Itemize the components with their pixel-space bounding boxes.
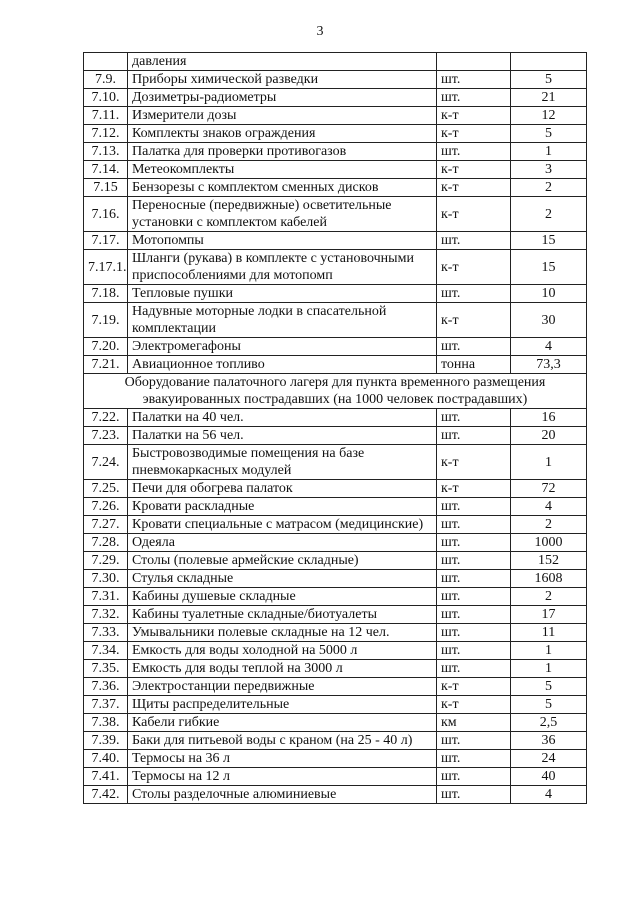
item-name: Электростанции передвижные — [128, 678, 437, 696]
item-unit: шт. — [437, 143, 511, 161]
table-body — [84, 53, 587, 804]
item-unit: к-т — [437, 678, 511, 696]
item-name: Палатки на 40 чел. — [128, 409, 437, 427]
item-quantity: 12 — [511, 107, 587, 125]
table-row — [84, 445, 587, 480]
item-quantity: 73,3 — [511, 356, 587, 374]
item-unit: шт. — [437, 750, 511, 768]
item-name: Столы разделочные алюминиевые — [128, 786, 437, 804]
item-number: 7.31. — [84, 588, 128, 606]
item-unit: шт. — [437, 285, 511, 303]
item-number: 7.33. — [84, 624, 128, 642]
item-unit: км — [437, 714, 511, 732]
item-unit: к-т — [437, 696, 511, 714]
table-row — [84, 161, 587, 179]
item-name: Кабели гибкие — [128, 714, 437, 732]
item-number: 7.21. — [84, 356, 128, 374]
item-name: Измерители дозы — [128, 107, 437, 125]
item-quantity: 2 — [511, 179, 587, 197]
section-title: Оборудование палаточного лагеря для пункта временного размещения эвакуированных пострадавших (на 1000 человек пострадавших) — [84, 374, 587, 409]
item-number: 7.12. — [84, 125, 128, 143]
item-unit: шт. — [437, 660, 511, 678]
item-number: 7.34. — [84, 642, 128, 660]
item-number: 7.29. — [84, 552, 128, 570]
item-name: Электромегафоны — [128, 338, 437, 356]
table-row — [84, 53, 587, 71]
item-name: Приборы химической разведки — [128, 71, 437, 89]
table-row — [84, 498, 587, 516]
item-unit: к-т — [437, 445, 511, 480]
table-row — [84, 660, 587, 678]
table-row — [84, 232, 587, 250]
item-quantity: 5 — [511, 696, 587, 714]
item-name: Быстровозводимые помещения на базе пневмокаркасных модулей — [128, 445, 437, 480]
item-number: 7.42. — [84, 786, 128, 804]
item-name: Печи для обогрева палаток — [128, 480, 437, 498]
item-number: 7.24. — [84, 445, 128, 480]
item-unit: шт. — [437, 498, 511, 516]
table-row — [84, 427, 587, 445]
item-number: 7.18. — [84, 285, 128, 303]
item-unit: к-т — [437, 250, 511, 285]
item-number: 7.26. — [84, 498, 128, 516]
item-name: Шланги (рукава) в комплекте с установочными приспособлениями для мотопомп — [128, 250, 437, 285]
item-name: Комплекты знаков ограждения — [128, 125, 437, 143]
item-name: Авиационное топливо — [128, 356, 437, 374]
item-quantity: 15 — [511, 232, 587, 250]
item-unit: шт. — [437, 232, 511, 250]
item-number: 7.35. — [84, 660, 128, 678]
item-unit: шт. — [437, 89, 511, 107]
item-number: 7.27. — [84, 516, 128, 534]
item-unit: к-т — [437, 197, 511, 232]
item-quantity: 17 — [511, 606, 587, 624]
item-name: Стулья складные — [128, 570, 437, 588]
page-number: 3 — [316, 24, 324, 39]
table-row — [84, 624, 587, 642]
item-number: 7.15 — [84, 179, 128, 197]
item-quantity: 4 — [511, 338, 587, 356]
item-unit: шт. — [437, 427, 511, 445]
item-name: Надувные моторные лодки в спасательной комплектации — [128, 303, 437, 338]
table-row — [84, 143, 587, 161]
item-unit: к-т — [437, 161, 511, 179]
item-number: 7.39. — [84, 732, 128, 750]
table-row — [84, 786, 587, 804]
item-unit: к-т — [437, 179, 511, 197]
item-quantity: 5 — [511, 678, 587, 696]
item-number: 7.30. — [84, 570, 128, 588]
item-unit: шт. — [437, 516, 511, 534]
item-unit: шт. — [437, 71, 511, 89]
item-quantity: 1000 — [511, 534, 587, 552]
item-quantity: 4 — [511, 498, 587, 516]
item-name: Дозиметры-радиометры — [128, 89, 437, 107]
item-quantity: 2 — [511, 516, 587, 534]
item-quantity: 1 — [511, 660, 587, 678]
item-quantity: 40 — [511, 768, 587, 786]
item-quantity: 5 — [511, 71, 587, 89]
equipment-table — [83, 52, 587, 804]
item-quantity: 1 — [511, 445, 587, 480]
item-unit: шт. — [437, 768, 511, 786]
item-name: Термосы на 12 л — [128, 768, 437, 786]
table-row — [84, 768, 587, 786]
item-number: 7.38. — [84, 714, 128, 732]
item-name: Кровати специальные с матрасом (медицинские) — [128, 516, 437, 534]
item-quantity: 10 — [511, 285, 587, 303]
table-row — [84, 480, 587, 498]
item-quantity: 15 — [511, 250, 587, 285]
item-unit: шт. — [437, 588, 511, 606]
table-row — [84, 338, 587, 356]
item-unit: шт. — [437, 338, 511, 356]
table-row — [84, 696, 587, 714]
table-row — [84, 179, 587, 197]
item-quantity: 20 — [511, 427, 587, 445]
item-number: 7.40. — [84, 750, 128, 768]
item-name: Мотопомпы — [128, 232, 437, 250]
item-unit: шт. — [437, 642, 511, 660]
item-unit: шт. — [437, 786, 511, 804]
table-row — [84, 250, 587, 285]
item-name: Баки для питьевой воды с краном (на 25 - 40 л) — [128, 732, 437, 750]
item-name: Палатка для проверки противогазов — [128, 143, 437, 161]
table-row — [84, 303, 587, 338]
item-name: Кабины туалетные складные/биотуалеты — [128, 606, 437, 624]
section-header-row — [84, 374, 587, 409]
item-name: Переносные (передвижные) осветительные установки с комплектом кабелей — [128, 197, 437, 232]
item-unit: шт. — [437, 570, 511, 588]
item-quantity: 72 — [511, 480, 587, 498]
item-quantity: 1 — [511, 642, 587, 660]
table-row — [84, 356, 587, 374]
item-unit: шт. — [437, 534, 511, 552]
item-number — [84, 53, 128, 71]
item-number: 7.17. — [84, 232, 128, 250]
item-unit: шт. — [437, 409, 511, 427]
item-name: Кровати раскладные — [128, 498, 437, 516]
item-quantity: 5 — [511, 125, 587, 143]
table-row — [84, 642, 587, 660]
item-number: 7.32. — [84, 606, 128, 624]
item-quantity: 152 — [511, 552, 587, 570]
item-name: Палатки на 56 чел. — [128, 427, 437, 445]
item-number: 7.11. — [84, 107, 128, 125]
table-row — [84, 125, 587, 143]
item-quantity: 2,5 — [511, 714, 587, 732]
item-number: 7.28. — [84, 534, 128, 552]
item-name: Кабины душевые складные — [128, 588, 437, 606]
item-name: Одеяла — [128, 534, 437, 552]
table-row — [84, 409, 587, 427]
item-number: 7.37. — [84, 696, 128, 714]
table-row — [84, 678, 587, 696]
item-number: 7.41. — [84, 768, 128, 786]
table-row — [84, 606, 587, 624]
table-row — [84, 552, 587, 570]
item-number: 7.14. — [84, 161, 128, 179]
table-row — [84, 285, 587, 303]
table-row — [84, 71, 587, 89]
item-quantity: 30 — [511, 303, 587, 338]
item-quantity: 16 — [511, 409, 587, 427]
item-quantity: 3 — [511, 161, 587, 179]
item-number: 7.20. — [84, 338, 128, 356]
item-number: 7.19. — [84, 303, 128, 338]
item-quantity: 1608 — [511, 570, 587, 588]
item-unit: к-т — [437, 303, 511, 338]
table-row — [84, 714, 587, 732]
table-row — [84, 516, 587, 534]
item-quantity: 2 — [511, 588, 587, 606]
table-row — [84, 570, 587, 588]
item-number: 7.36. — [84, 678, 128, 696]
item-name: Метеокомплекты — [128, 161, 437, 179]
table-row — [84, 750, 587, 768]
item-quantity: 11 — [511, 624, 587, 642]
item-quantity: 24 — [511, 750, 587, 768]
item-quantity: 1 — [511, 143, 587, 161]
item-name: давления — [128, 53, 437, 71]
item-name: Термосы на 36 л — [128, 750, 437, 768]
item-unit: шт. — [437, 606, 511, 624]
item-unit: шт. — [437, 732, 511, 750]
item-unit: шт. — [437, 552, 511, 570]
item-unit — [437, 53, 511, 71]
table-row — [84, 197, 587, 232]
item-quantity: 36 — [511, 732, 587, 750]
item-number: 7.23. — [84, 427, 128, 445]
item-name: Тепловые пушки — [128, 285, 437, 303]
item-unit: к-т — [437, 480, 511, 498]
item-name: Умывальники полевые складные на 12 чел. — [128, 624, 437, 642]
item-quantity: 4 — [511, 786, 587, 804]
item-name: Емкость для воды теплой на 3000 л — [128, 660, 437, 678]
item-unit: шт. — [437, 624, 511, 642]
item-name: Емкость для воды холодной на 5000 л — [128, 642, 437, 660]
item-quantity: 21 — [511, 89, 587, 107]
item-number: 7.9. — [84, 71, 128, 89]
item-name: Щиты распределительные — [128, 696, 437, 714]
table-row — [84, 534, 587, 552]
item-quantity: 2 — [511, 197, 587, 232]
item-unit: к-т — [437, 107, 511, 125]
table-row — [84, 732, 587, 750]
item-number: 7.13. — [84, 143, 128, 161]
item-number: 7.25. — [84, 480, 128, 498]
table-row — [84, 89, 587, 107]
item-number: 7.17.1. — [84, 250, 128, 285]
item-name: Столы (полевые армейские складные) — [128, 552, 437, 570]
item-number: 7.22. — [84, 409, 128, 427]
item-name: Бензорезы с комплектом сменных дисков — [128, 179, 437, 197]
item-number: 7.10. — [84, 89, 128, 107]
item-unit: к-т — [437, 125, 511, 143]
item-number: 7.16. — [84, 197, 128, 232]
table-row — [84, 107, 587, 125]
item-quantity — [511, 53, 587, 71]
item-unit: тонна — [437, 356, 511, 374]
table-row — [84, 588, 587, 606]
